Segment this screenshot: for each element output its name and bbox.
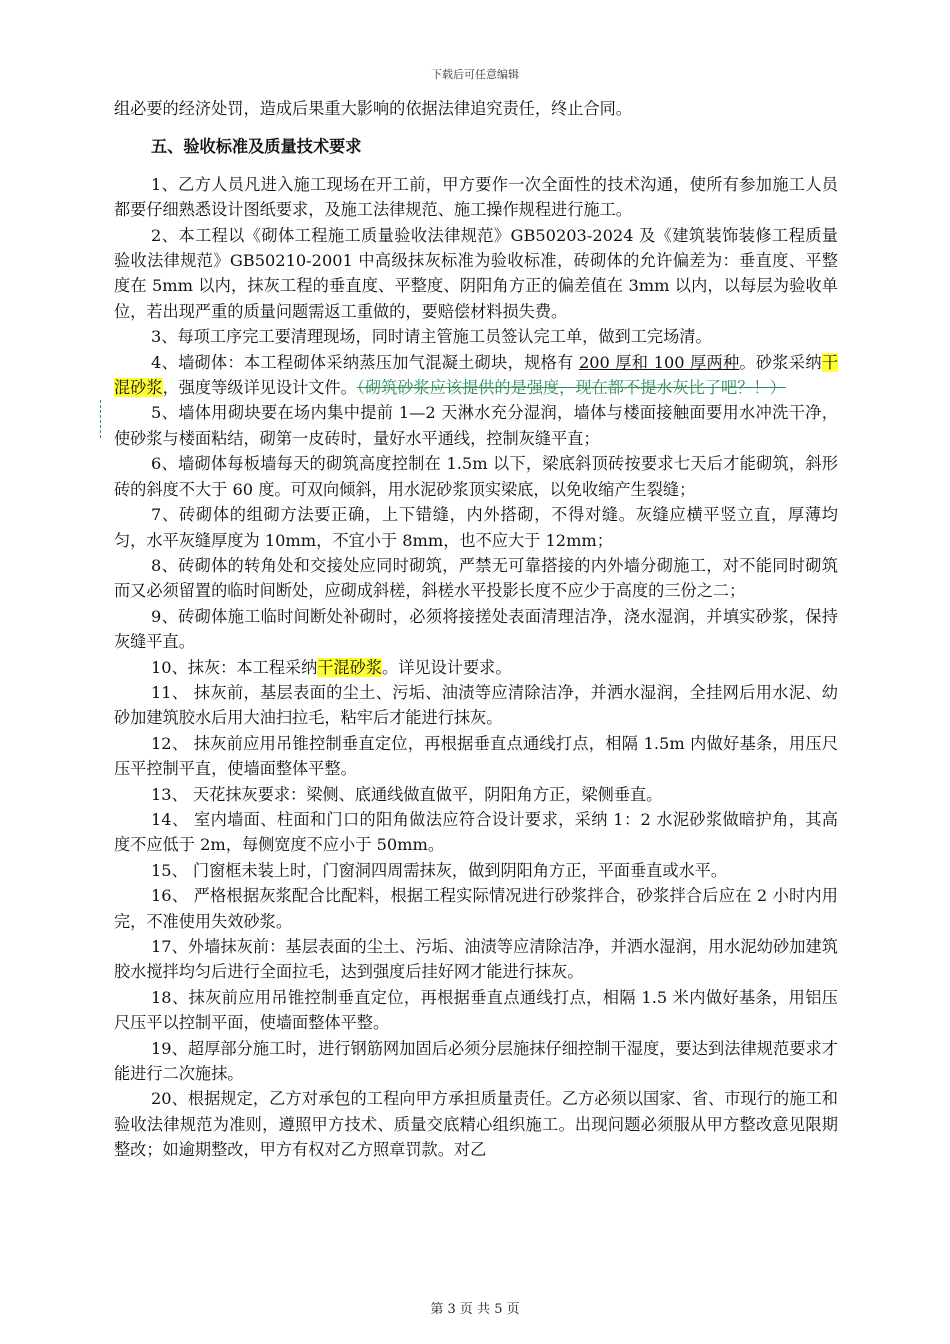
p10-text-a: 10、抹灰：本工程采纳 — [151, 657, 318, 677]
p4-text-c: 。砂浆采纳 — [739, 352, 822, 372]
paragraph-17: 17、外墙抹灰前：基层表面的尘土、污垢、油渍等应清除洁净，并洒水湿润，用水泥幼砂加建筑胶水搅拌均匀后进行全面拉毛，达到强度后挂好网才能进行抹灰。 — [114, 937, 838, 982]
paragraph-12: 12、 抹灰前应用吊锥控制垂直定位，再根据垂直点通线打点，相隔 1.5m 内做好基条，用压尺压平控制平直，使墙面整体平整。 — [114, 733, 838, 779]
page-header: 下载后可任意编辑 — [431, 68, 519, 81]
p4-text-e: ，强度等级详见设计文件。 — [162, 378, 357, 398]
p10-highlight-mortar: 干混砂浆 — [317, 657, 383, 677]
paragraph-2: 2、本工程以《砌体工程施工质量验收法律规范》GB50203-2024 及《建筑装饰装修工程质量验收法律规范》GB50210-2001 中高级抹灰标准为验收标准，砖砌体的允许偏差为：垂直度、平整度在 5mm 以内，抹灰工程的垂直度、平整度、阴阳角方正的偏差值在 3mm 以内，以每层为验收单位，若出现严重的质量问题需返工重做的，要赔偿材料损失费。 — [114, 225, 838, 321]
paragraph-4 — [114, 350, 838, 401]
paragraph-14: 14、 室内墙面、柱面和门口的阳角做法应符合设计要求，采纳 1：2 水泥砂浆做暗护角，其高度不应低于 2m，每侧宽度不应小于 50mm。 — [114, 809, 838, 855]
paragraph-15: 15、 门窗框未装上时，门窗洞四周需抹灰，做到阴阳角方正，平面垂直或水平。 — [151, 860, 728, 880]
paragraph-5: 5、墙体用砌块要在场内集中提前 1—2 天淋水充分湿润，墙体与楼面接触面要用水冲洗干净，使砂浆与楼面粘结，砌第一皮砖时，量好水平通线，控制灰缝平直； — [114, 403, 838, 448]
paragraph-6: 6、墙砌体每板墙每天的砌筑高度控制在 1.5m 以下，梁底斜顶砖按要求七天后才能砌筑，斜形砖的斜度不大于 60 度。可双向倾斜，用水泥砂浆顶实梁底，以免收缩产生裂缝； — [114, 454, 838, 499]
section-title: 五、验收标准及质量技术要求 — [151, 137, 362, 157]
revision-bar — [100, 400, 102, 438]
p4-deleted-comment: （砌筑砂浆应该提供的是强度，现在都不提水灰比了吧？！） — [356, 378, 786, 398]
paragraph-18: 18、抹灰前应用吊锥控制垂直定位，再根据垂直点通线打点，相隔 1.5 米内做好基条，用铝压尺压平以控制平面，使墙面整体平整。 — [114, 987, 838, 1033]
p4-text-a: 4、墙砌体：本工程砌体采纳蒸压加气混凝土砌块，规格有 — [151, 352, 579, 372]
paragraph-10 — [114, 655, 838, 680]
paragraph-3: 3、每项工序完工要清理现场，同时请主管施工员签认完工单，做到工完场清。 — [151, 327, 712, 347]
page-footer: 第 3 页 共 5 页 — [430, 1302, 520, 1317]
paragraph-7: 7、砖砌体的组砌方法要正确，上下错缝，内外搭砌，不得对缝。灰缝应横平竖立直，厚薄均匀，水平灰缝厚度为 10mm，不宜小于 8mm，也不应大于 12mm； — [114, 505, 838, 550]
paragraph-13: 13、 天花抹灰要求：梁侧、底通线做直做平，阴阳角方正，梁侧垂直。 — [151, 784, 663, 804]
paragraph-11: 11、 抹灰前，基层表面的尘土、污垢、油渍等应清除洁净，并洒水湿润，全挂网后用水泥、幼砂加建筑胶水后用大油扫拉毛，粘牢后才能进行抹灰。 — [114, 682, 838, 728]
paragraph-8: 8、砖砌体的转角处和交接处应同时砌筑，严禁无可靠搭接的内外墙分砌施工，对不能同时砌筑而又必须留置的临时间断处，应砌成斜槎，斜槎水平投影长度不应少于高度的三份之二； — [114, 555, 838, 601]
paragraph-16: 16、 严格根据灰浆配合比配料，根据工程实际情况进行砂浆拌合，砂浆拌合后应在 2 小时内用完，不准使用失效砂浆。 — [114, 886, 838, 931]
paragraph-1: 1、乙方人员凡进入施工现场在开工前，甲方要作一次全面性的技术沟通，使所有参加施工人员都要仔细熟悉设计图纸要求，及施工法律规范、施工操作规程进行施工。 — [114, 174, 838, 220]
paragraph-9: 9、砖砌体施工临时间断处补砌时，必须将接搓处表面清理洁净，浇水湿润，并填实砂浆，保持灰缝平直。 — [114, 606, 838, 652]
document-body — [114, 96, 838, 1163]
paragraph-19: 19、超厚部分施工时，进行钢筋网加固后必须分层施抹仔细控制干湿度，要达到法律规范要求才能进行二次施抹。 — [114, 1038, 838, 1084]
p4-highlight-mortar: 干混砂浆 — [114, 352, 838, 398]
intro-paragraph: 组必要的经济处罚，造成后果重大影响的依据法律追究责任，终止合同。 — [114, 99, 632, 118]
paragraph-20: 20、根据规定，乙方对承包的工程向甲方承担质量责任。乙方必须以国家、省、市现行的施工和验收法律规范为准则，遵照甲方技术、质量交底精心组织施工。出现问题必须服从甲方整改意见限期整改；如逾期整改，甲方有权对乙方照章罚款。对乙 — [114, 1089, 838, 1160]
p10-text-c: 。详见设计要求。 — [382, 657, 512, 677]
p4-underlined-spec: 200 厚和 100 厚两种 — [578, 352, 740, 372]
